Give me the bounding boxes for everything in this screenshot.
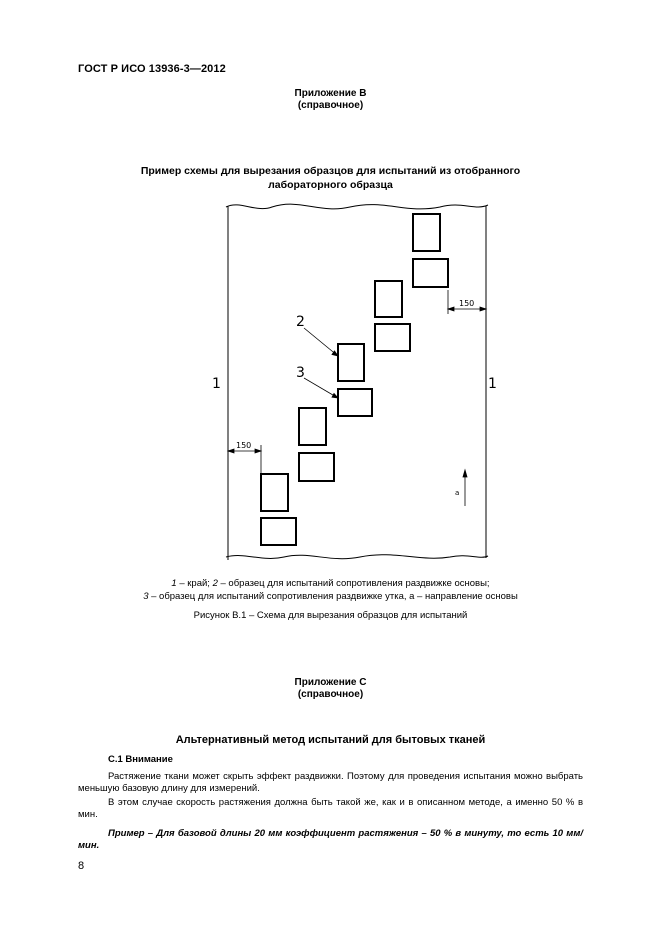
annex-b-title: Приложение В bbox=[294, 88, 367, 99]
example-paragraph: Пример – Для базовой длины 20 мм коэффициент растяжения – 50 % в минуту, то есть 10 мм/мин. bbox=[78, 828, 583, 851]
top-break-line bbox=[226, 204, 488, 209]
specimen-weft-3 bbox=[338, 389, 372, 416]
paragraph-2: В этом случае скорость растяжения должна быть такой же, как и в описанном методе, а именно 50 % в мин. bbox=[78, 797, 583, 820]
specimen-warp-2 bbox=[375, 281, 402, 317]
annex-b-note: (справочное) bbox=[297, 100, 364, 111]
label-3: 3 bbox=[296, 365, 305, 381]
specimen-weft-1 bbox=[413, 259, 448, 287]
specimen-warp-4 bbox=[299, 408, 326, 445]
specimen-warp-5 bbox=[261, 474, 288, 511]
dim-bottom-label: 150 bbox=[236, 441, 252, 450]
figure-legend bbox=[0, 577, 661, 603]
annex-c-note: (справочное) bbox=[297, 689, 364, 700]
page-number: 8 bbox=[78, 860, 85, 872]
leader-2 bbox=[304, 328, 338, 356]
label-edge-left: 1 bbox=[212, 376, 221, 392]
label-a: а bbox=[455, 489, 460, 497]
annex-c-main-heading: Альтернативный метод испытаний для бытовых тканей bbox=[175, 734, 486, 746]
label-2: 2 bbox=[296, 314, 305, 330]
specimen-weft-4 bbox=[299, 453, 334, 481]
specimen-warp-1 bbox=[413, 214, 440, 251]
document-header: ГОСТ Р ИСО 13936-3—2012 bbox=[78, 63, 226, 75]
legend-line2: 3 – образец для испытаний сопротивления раздвижке утка, а – направление основы bbox=[143, 591, 518, 602]
figure-title-line1: Пример схемы для вырезания образцов для испытаний из отобранного bbox=[140, 165, 521, 177]
specimen-weft-5 bbox=[261, 518, 296, 545]
paragraph-1: Растяжение ткани может скрыть эффект раздвижки. Поэтому для проведения испытания можно выбрать меньшую базовую длину для измерений. bbox=[78, 771, 583, 794]
legend-line1: 1 – край; 2 – образец для испытаний сопротивления раздвижке основы; bbox=[171, 578, 490, 589]
annex-c-heading bbox=[0, 677, 661, 701]
dim-top-label: 150 bbox=[459, 299, 475, 308]
section-c1-heading: С.1 Внимание bbox=[108, 754, 173, 765]
specimen-warp-3 bbox=[338, 344, 364, 381]
specimen-weft-2 bbox=[375, 324, 410, 351]
figure-caption: Рисунок В.1 – Схема для вырезания образцов для испытаний bbox=[193, 610, 468, 621]
annex-c-title: Приложение С bbox=[294, 677, 367, 688]
bottom-break-line bbox=[226, 555, 488, 559]
figure-title-line2: лабораторного образца bbox=[268, 179, 393, 191]
label-edge-right: 1 bbox=[488, 376, 497, 392]
